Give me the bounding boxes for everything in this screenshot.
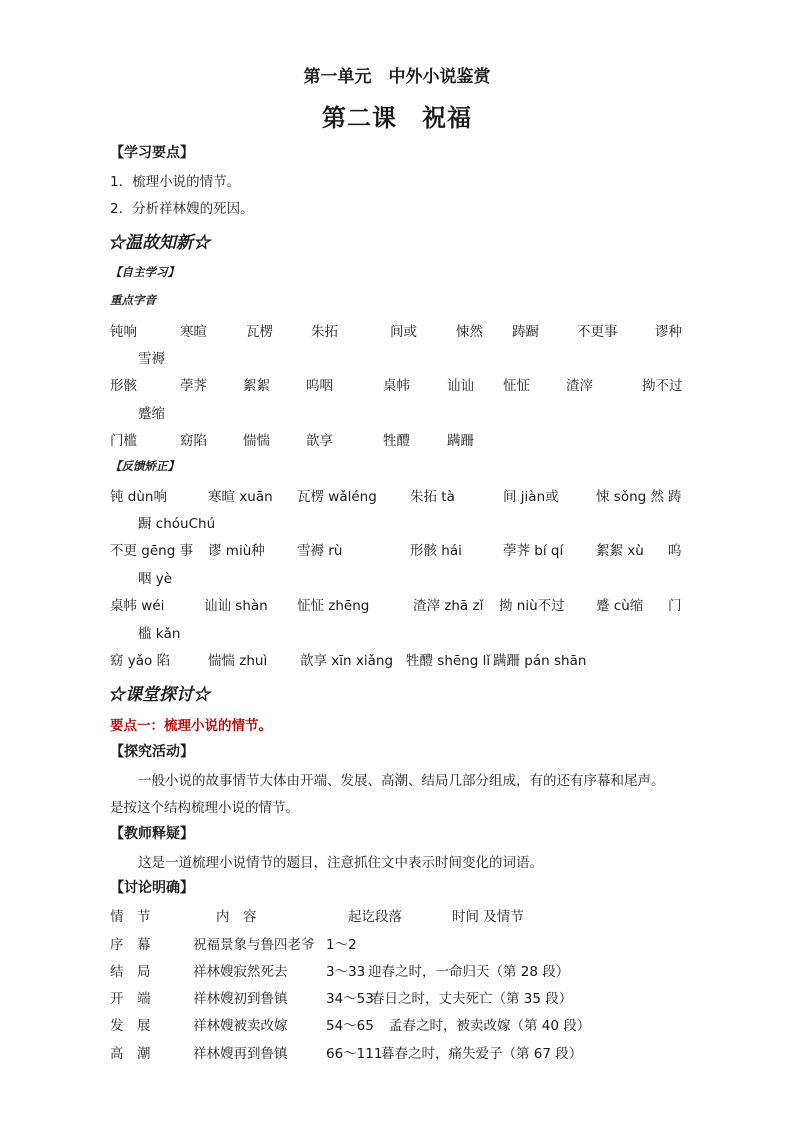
learning-point-item: 2．分析祥林嫂的死因。	[110, 201, 254, 217]
feedback-heading: 【反馈矫正】	[110, 459, 179, 473]
vocab-word: 间或	[390, 324, 417, 340]
pinyin-answer: 拗 niù不过	[499, 598, 565, 614]
pinyin-answer: 朱拓 tà	[410, 489, 455, 505]
pinyin-answer: 蹰 chóuChú	[138, 516, 216, 532]
key-chars-heading: 重点字音	[110, 293, 156, 307]
pinyin-answer: 间 jiàn或	[503, 489, 559, 505]
vocab-word: 钝响	[110, 324, 137, 340]
explore-heading: 【探究活动】	[110, 744, 194, 760]
vocab-word: 瓦楞	[246, 324, 273, 340]
row-range: 1～2	[326, 937, 357, 953]
pinyin-answer: 窈 yǎo 陷	[110, 653, 171, 669]
vocab-word: 牲醴	[383, 433, 410, 449]
pinyin-answer: 不更 gēng 事	[110, 543, 194, 559]
table-header: 起讫段落	[348, 909, 402, 925]
vocab-word: 怔怔	[503, 378, 530, 394]
vocab-word: 谬种	[655, 324, 682, 340]
row-detail: 孟春之时，被卖改嫁（第 40 段）	[389, 1018, 591, 1034]
unit-title: 第一单元 中外小说鉴赏	[303, 67, 491, 87]
row-range: 34～53	[326, 991, 374, 1007]
vocab-word: 拗不过	[642, 378, 683, 394]
row-detail: 暮春之时，痛失爱子（第 67 段）	[381, 1046, 583, 1062]
pinyin-answer: 咽 yè	[138, 571, 173, 587]
vocab-word: 悚然	[456, 324, 483, 340]
vocab-word: 桌帏	[383, 378, 410, 394]
teacher-text: 这是一道梳理小说情节的题目，注意抓住文中表示时间变化的词语。	[138, 855, 543, 871]
table-header: 时间 及情节	[452, 909, 524, 925]
table-header: 情 节	[110, 909, 151, 925]
pinyin-answer: 钝 dùn响	[110, 489, 167, 505]
pinyin-answer: 渣滓 zhā zǐ	[413, 598, 484, 614]
vocab-word: 雪褥	[138, 351, 165, 367]
review-heading: ☆温故知新☆	[108, 233, 210, 253]
vocab-word: 渣滓	[566, 378, 593, 394]
vocab-word: 荸荠	[180, 378, 207, 394]
vocab-word: 窈陷	[180, 433, 207, 449]
row-stage: 高 潮	[110, 1046, 151, 1062]
pinyin-answer: 蹙 cù缩	[596, 598, 644, 614]
lesson-title: 第二课 祝福	[322, 104, 472, 132]
row-content: 祥林嫂初到鲁镇	[193, 991, 288, 1007]
vocab-word: 形骸	[110, 378, 137, 394]
vocab-word: 门槛	[110, 433, 137, 449]
row-detail: 春日之时，丈夫死亡（第 35 段）	[371, 991, 573, 1007]
pinyin-answer: 蹒跚 pán shān	[493, 653, 587, 669]
vocab-word: 惴惴	[243, 433, 270, 449]
pinyin-answer: 瓦楞 wǎléng	[297, 489, 377, 505]
vocab-word: 呜咽	[306, 378, 333, 394]
pinyin-answer: 形骸 hái	[410, 543, 462, 559]
row-stage: 开 端	[110, 991, 151, 1007]
vocab-word: 蹒跚	[447, 433, 474, 449]
row-range: 66～111	[326, 1046, 383, 1062]
row-content: 祥林嫂再到鲁镇	[193, 1046, 288, 1062]
pinyin-answer: 呜	[668, 543, 682, 559]
pinyin-answer: 讪讪 shàn	[204, 598, 268, 614]
row-stage: 序 幕	[110, 937, 151, 953]
vocab-word: 不更事	[577, 324, 618, 340]
pinyin-answer: 牲醴 shēng lǐ	[406, 653, 491, 669]
row-range: 3～33	[326, 964, 366, 980]
pinyin-answer: 雪褥 rù	[297, 543, 343, 559]
discuss-heading: 【讨论明确】	[110, 880, 194, 896]
vocab-word: 踌蹰	[512, 324, 539, 340]
pinyin-answer: 怔怔 zhēng	[297, 598, 370, 614]
pinyin-answer: 寒暄 xuān	[208, 489, 273, 505]
pinyin-answer: 谬 miù种	[208, 543, 265, 559]
row-range: 54～65	[326, 1018, 374, 1034]
vocab-word: 朱拓	[311, 324, 338, 340]
vocab-word: 寒暄	[180, 324, 207, 340]
pinyin-answer: 荸荠 bí qí	[503, 543, 564, 559]
row-detail: 迎春之时，一命归天（第 28 段）	[368, 964, 570, 980]
pinyin-answer: 絮絮 xù	[596, 543, 644, 559]
pinyin-answer: 桌帏 wéi	[110, 598, 165, 614]
classroom-heading: ☆课堂探讨☆	[108, 685, 210, 705]
row-stage: 发 展	[110, 1018, 151, 1034]
vocab-word: 絮絮	[243, 378, 270, 394]
pinyin-answer: 歆享 xīn xiǎng	[300, 653, 394, 669]
row-stage: 结 局	[110, 964, 151, 980]
pinyin-answer: 踌	[668, 489, 682, 505]
learning-point-item: 1．梳理小说的情节。	[110, 174, 241, 190]
vocab-word: 歆享	[306, 433, 333, 449]
vocab-word: 蹙缩	[138, 406, 165, 422]
pinyin-answer: 槛 kǎn	[138, 626, 181, 642]
table-header: 内 容	[216, 909, 257, 925]
pinyin-answer: 门	[668, 598, 682, 614]
self-study-heading: 【自主学习】	[110, 265, 179, 279]
explore-text: 一般小说的故事情节大体由开端、发展、高潮、结局几部分组成，有的还有序幕和尾声。	[138, 773, 665, 789]
explore-text-cont: 是按这个结构梳理小说的情节。	[110, 800, 299, 816]
row-content: 祥林嫂寂然死去	[193, 964, 288, 980]
row-content: 祥林嫂被卖改嫁	[193, 1018, 288, 1034]
pinyin-answer: 悚 sǒng 然	[596, 489, 665, 505]
teacher-heading: 【教师释疑】	[110, 826, 194, 842]
pinyin-answer: 惴惴 zhuì	[208, 653, 268, 669]
point-one-heading: 要点一：梳理小说的情节。	[110, 718, 272, 734]
row-content: 祝福景象与鲁四老爷	[193, 937, 315, 953]
vocab-word: 讪讪	[447, 378, 474, 394]
learning-points-heading: 【学习要点】	[110, 145, 194, 161]
